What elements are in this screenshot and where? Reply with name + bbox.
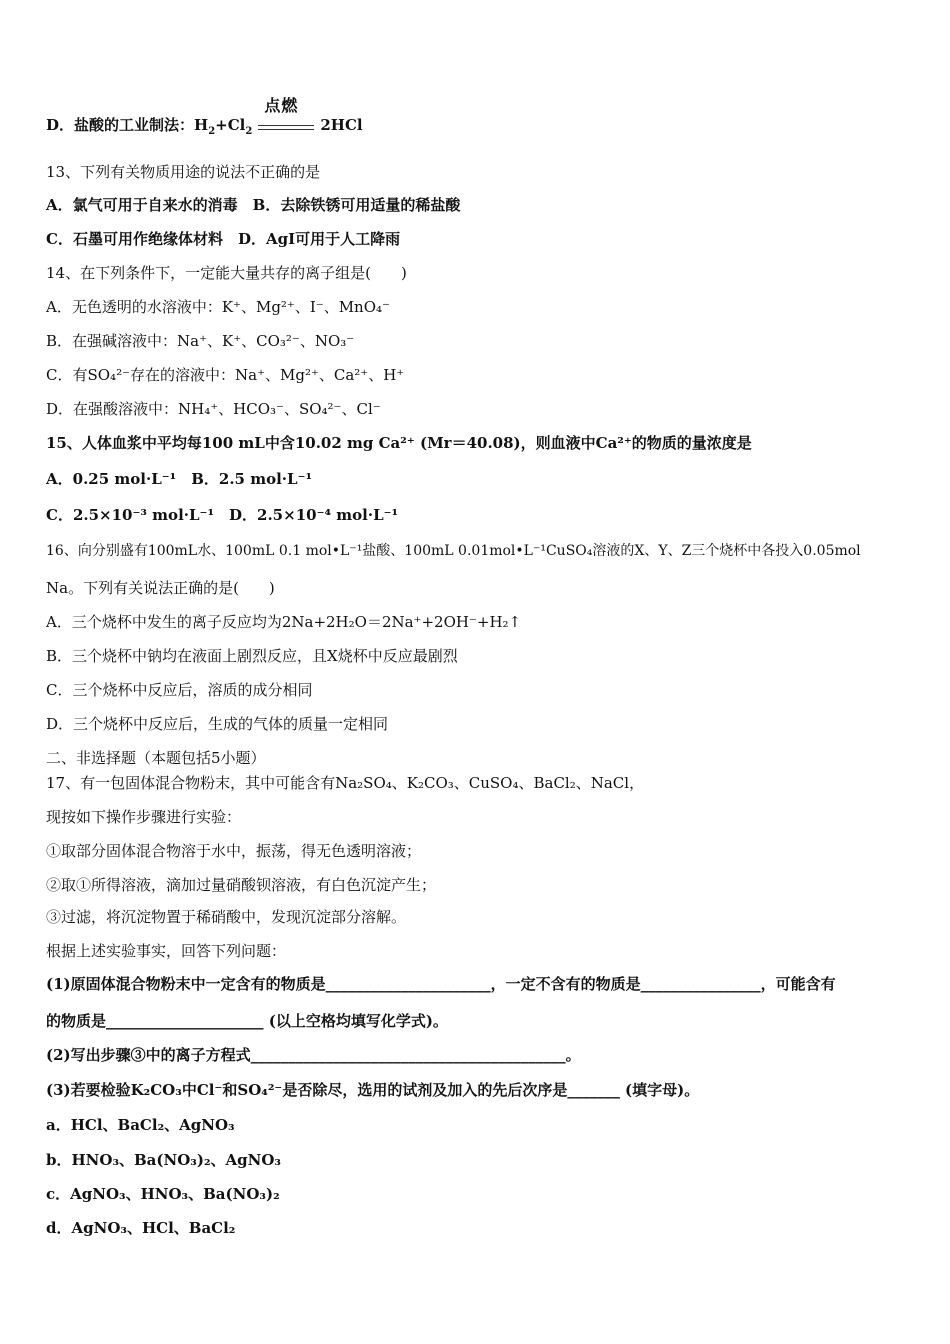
question-13: 13、下列有关物质用途的说法不正确的是 — [46, 163, 321, 181]
reaction-condition-label: 点燃 — [264, 96, 299, 115]
equation-left: D．盐酸的工业制法：H — [46, 116, 209, 134]
q17-part-2: (2)写出步骤③中的离子方程式__________________________________________。 — [46, 1046, 581, 1064]
q17-choice-b: b．HNO₃、Ba(NO₃)₂、AgNO₃ — [46, 1151, 281, 1169]
q16-option-b: B．三个烧杯中钠均在液面上剧烈反应，且X烧杯中反应最剧烈 — [46, 647, 458, 665]
equation-plus: +Cl — [215, 116, 246, 134]
q16-option-c: C．三个烧杯中反应后，溶质的成分相同 — [46, 681, 313, 699]
q16-option-d: D．三个烧杯中反应后，生成的气体的质量一定相同 — [46, 715, 389, 733]
equation-right: 2HCl — [320, 116, 363, 134]
q16-option-a: A．三个烧杯中发生的离子反应均为2Na+2H₂O＝2Na⁺+2OH⁻+H₂↑ — [46, 613, 522, 631]
q17-intro: 现按如下操作步骤进行实验： — [46, 808, 242, 826]
q17-part-3: (3)若要检验K₂CO₃中Cl⁻和SO₄²⁻是否除尽，选用的试剂及加入的先后次序是_______ (填字母)。 — [46, 1081, 700, 1099]
q13-options-ab: A．氯气可用于自来水的消毒 B．去除铁锈可用适量的稀盐酸 — [46, 196, 461, 214]
question-16: 16、向分别盛有100mL水、100mL 0.1 mol•L⁻¹盐酸、100mL 0.01mol•L⁻¹CuSO₄溶液的X、Y、Z三个烧杯中各投入0.05mol — [46, 543, 861, 559]
q17-step-2: ②取①所得溶液，滴加过量硝酸钡溶液，有白色沉淀产生； — [46, 876, 437, 894]
q17-prompt: 根据上述实验事实，回答下列问题： — [46, 942, 287, 960]
q15-options-ab: A．0.25 mol·L⁻¹ B．2.5 mol·L⁻¹ — [46, 470, 313, 488]
q14-option-c: C．有SO₄²⁻存在的溶液中：Na⁺、Mg²⁺、Ca²⁺、H⁺ — [46, 366, 405, 384]
q14-option-d: D．在强酸溶液中：NH₄⁺、HCO₃⁻、SO₄²⁻、Cl⁻ — [46, 400, 381, 418]
option-d-hcl-industrial: D．盐酸的工业制法：$H_2+Cl_2$ 点燃 2HCl — [46, 96, 363, 137]
q15-options-cd: C．2.5×10⁻³ mol·L⁻¹ D．2.5×10⁻⁴ mol·L⁻¹ — [46, 506, 399, 524]
q17-part-1-cont: 的物质是_____________________ (以上空格均填写化学式)。 — [46, 1012, 448, 1030]
reaction-condition-arrow — [258, 96, 314, 136]
q17-choice-d: d．AgNO₃、HCl、BaCl₂ — [46, 1219, 236, 1237]
question-15: 15、人体血浆中平均每100 mL中含10.02 mg Ca²⁺ (Mr＝40.08)，则血液中Ca²⁺的物质的量浓度是 — [46, 434, 752, 452]
question-16-cont: Na。下列有关说法正确的是( ) — [46, 579, 275, 597]
q14-option-b: B．在强碱溶液中：Na⁺、K⁺、CO₃²⁻、NO₃⁻ — [46, 332, 355, 350]
q17-choice-c: c．AgNO₃、HNO₃、Ba(NO₃)₂ — [46, 1185, 280, 1203]
section-heading-2: 二、非选择题（本题包括5小题） — [46, 749, 266, 767]
question-17: 17、有一包固体混合物粉末，其中可能含有Na₂SO₄、K₂CO₃、CuSO₄、BaCl₂、NaCl， — [46, 774, 645, 792]
q14-option-a: A．无色透明的水溶液中：K⁺、Mg²⁺、I⁻、MnO₄⁻ — [46, 298, 390, 316]
q17-step-3: ③过滤，将沉淀物置于稀硝酸中，发现沉淀部分溶解。 — [46, 908, 407, 926]
q17-choice-a: a．HCl、BaCl₂、AgNO₃ — [46, 1116, 235, 1134]
q13-options-cd: C．石墨可用作绝缘体材料 D．AgI可用于人工降雨 — [46, 230, 401, 248]
q17-step-1: ①取部分固体混合物溶于水中，振荡，得无色透明溶液； — [46, 842, 422, 860]
q17-part-1: (1)原固体混合物粉末中一定含有的物质是______________________，一定不含有的物质是________________，可能含有 — [46, 975, 836, 993]
question-14: 14、在下列条件下，一定能大量共存的离子组是( ) — [46, 264, 407, 282]
